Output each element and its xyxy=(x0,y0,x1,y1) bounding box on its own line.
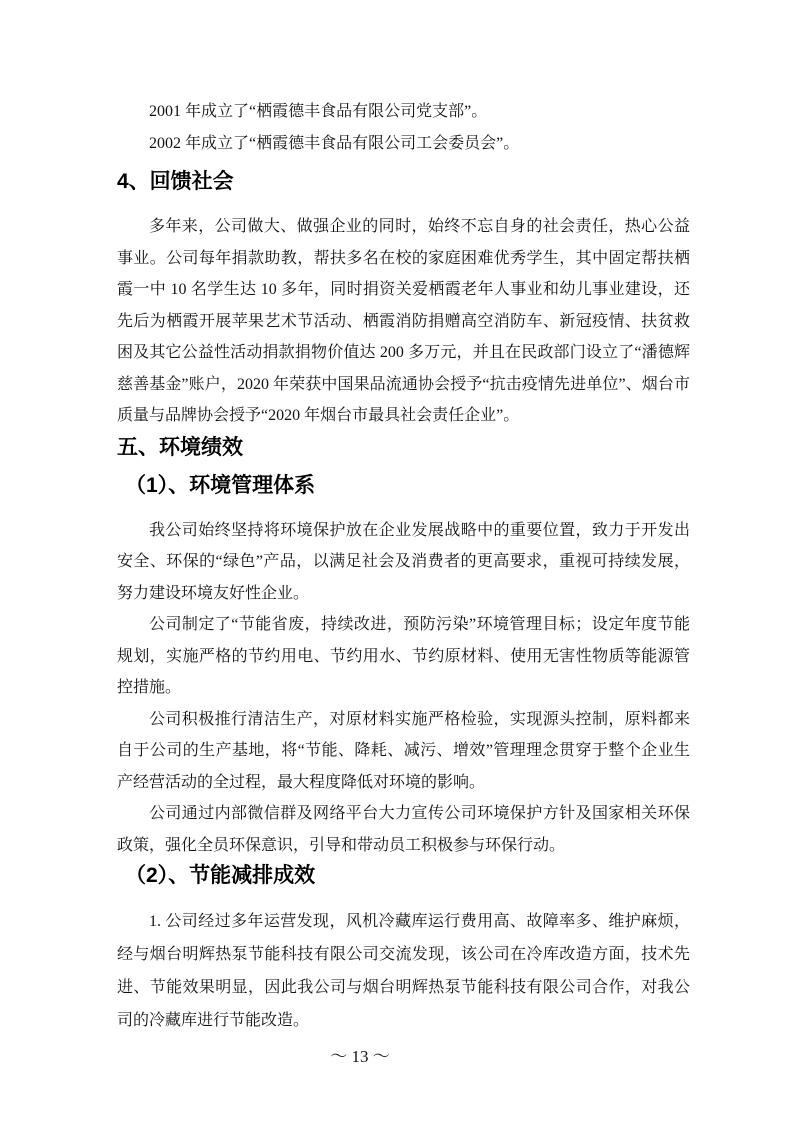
paragraph: 2001 年成立了“栖霞德丰食品有限公司党支部”。 xyxy=(149,103,488,120)
subsection-heading-environmental-management-system: （1）、环境管理体系 xyxy=(125,473,316,497)
paragraph: 我公司始终坚持将环境保护放在企业发展战略中的重要位置，致力于开发出安全、环保的“绿色”产品，以满足社会及消费者的更高要求，重视可持续发展，努力建设环境友好性企业。 xyxy=(117,521,690,602)
page-number: ～ 13 ～ xyxy=(330,1047,390,1066)
paragraph: 公司通过内部微信群及网络平台大力宣传公司环境保护方针及国家相关环保政策，强化全员环保意识，引导和带动员工积极参与环保行动。 xyxy=(117,805,690,854)
section-heading-environmental-performance: 五、环境绩效 xyxy=(117,435,243,459)
section-heading-give-back-to-society: 4、回馈社会 xyxy=(117,170,234,193)
subsection-heading-energy-saving-results: （2）、节能减排成效 xyxy=(125,864,316,887)
paragraph: 2002 年成立了“栖霞德丰食品有限公司工会委员会”。 xyxy=(149,134,520,152)
paragraph: 公司制定了“节能省废，持续改进，预防污染”环境管理目标；设定年度节能规划，实施严格的节约用电、节约用水、节约原材料、使用无害性物质等能源管控措施。 xyxy=(117,616,690,696)
paragraph: 公司积极推行清洁生产，对原材料实施严格检验，实现源头控制，原料都来自于公司的生产基地，将“节能、降耗、减污、增效”管理理念贯穿于整个企业生产经营活动的全过程，最大程度降低对环境的影响。 xyxy=(117,710,690,791)
paragraph: 多年来，公司做大、做强企业的同时，始终不忘自身的社会责任，热心公益事业。公司每年捐款助教，帮扶多名在校的家庭困难优秀学生，其中固定帮扶栖霞一中 10 名学生达 10 多年，同时捐资关爱栖霞老年人事业和幼儿事业建设，还先后为栖霞开展苹果艺术节活动、栖霞消防捐赠高空消防车、新冠疫情、扶贫救困及其它公益性活动捐款捐物价值达 200 多万元，并且在民政部门设立了“潘德辉慈善基金”账户，2020 年荣获中国果品流通协会授予“抗击疫情先进单位”、烟台市质量与品牌协会授予“2020 年烟台市最具社会责任企业”。 xyxy=(117,218,690,424)
paragraph: 1. 公司经过多年运营发现，风机冷藏库运行费用高、故障率多、维护麻烦，经与烟台明辉热泵节能科技有限公司交流发现，该公司在冷库改造方面，技术先进、节能效果明显，因此我公司与烟台明辉热泵节能科技有限公司合作，对我公司的冷藏库进行节能改造。 xyxy=(117,913,690,1029)
